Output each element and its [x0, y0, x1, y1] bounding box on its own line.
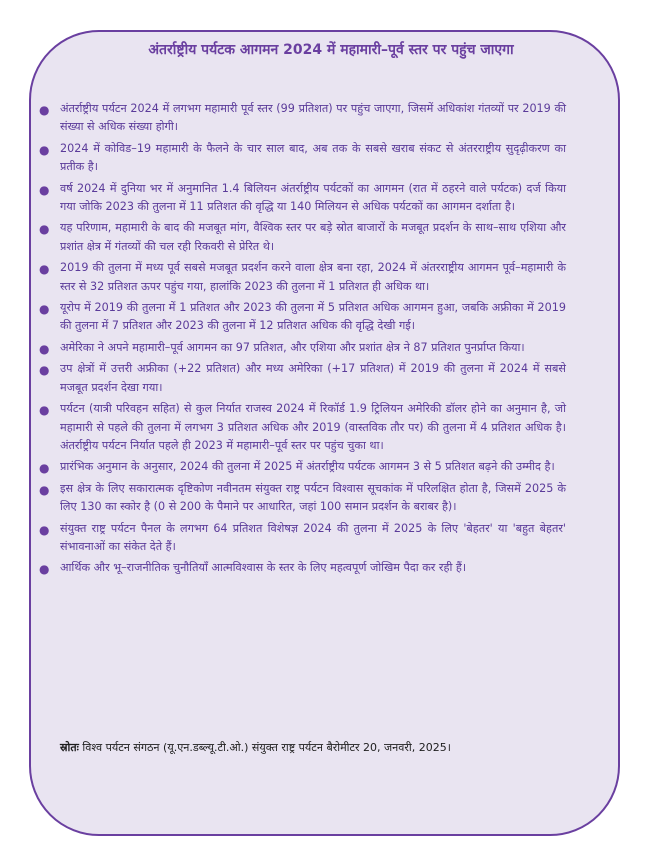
source-label: स्रोतः — [60, 741, 79, 754]
bullet-icon: ● — [39, 522, 50, 537]
bullet-icon: ● — [39, 142, 50, 157]
box-title: अंतर्राष्ट्रीय पर्यटक आगमन 2024 में महामारी–पूर्व स्तर पर पहुंच जाएगा — [148, 42, 514, 58]
bullet-icon: ● — [39, 302, 50, 317]
list-item: ● संयुक्त राष्ट्र पर्यटन पैनल के लगभग 64 प्रतिशत विशेषज्ञ 2024 की तुलना में 2025 के लिए 'बेहतर' या 'बहुत बेहतर' संभावनाओं का संकेत देते हैं। — [39, 521, 566, 553]
list-item: ● यूरोप में 2019 की तुलना में 1 प्रतिशत और 2023 की तुलना में 5 प्रतिशत अधिक आगमन हुआ, जबकि अफ्रीका में 2019 की तुलना में 7 प्रतिशत और 2023 की तुलना में 12 प्रतिशत अधिक की वृद्धि देखी गई। — [39, 301, 566, 333]
source-text: विश्व पर्यटन संगठन (यू.एन.डब्ल्यू.टी.ओ.) संयुक्त राष्ट्र पर्यटन बैरोमीटर 20, जनवरी, 2025। — [78, 741, 451, 754]
bullet-icon: ● — [39, 403, 50, 418]
list-item: ● आर्थिक और भू–राजनीतिक चुनौतियाँ आत्मविश्वास के स्तर के लिए महत्वपूर्ण जोखिम पैदा कर रही हैं। — [60, 559, 566, 577]
list-item: ● पर्यटन (यात्री परिवहन सहित) से कुल निर्यात राजस्व 2024 में रिकॉर्ड 1.9 ट्रिलियन अमेरिकी डॉलर होने का अनुमान है, जो महामारी से पहले की तुलना में लगभग 3 प्रतिशत अधिक और 2019 (वास्तविक तौर पर) की तुलना में 4 प्रतिशत अधिक है। अंतर्राष्ट्रीय पर्यटन निर्यात पहले ही 2023 में महामारी–पूर्व स्तर पर पहुंच चुका था। — [39, 402, 566, 452]
list-item: ● वर्ष 2024 में दुनिया भर में अनुमानित 1.4 बिलियन अंतर्राष्ट्रीय पर्यटकों का आगमन (रात में ठहरने वाले पर्यटक) दर्ज किया गया जोकि 2023 की तुलना में 11 प्रतिशत की वृद्धि या 140 मिलियन से अधिक पर्यटकों का आगमन दर्शाता है। — [39, 181, 566, 214]
bullet-icon: ● — [39, 103, 50, 117]
bullet-icon: ● — [39, 182, 50, 197]
bullet-icon: ● — [39, 262, 50, 277]
source-note — [60, 739, 622, 757]
bullet-list — [39, 100, 566, 581]
bullet-icon: ● — [39, 461, 50, 476]
list-item: ● अमेरिका ने अपने महामारी–पूर्व आगमन का 97 प्रतिशत, और एशिया और प्रशांत क्षेत्र ने 87 प्रतिशत पुनर्प्राप्त किया। — [60, 339, 566, 357]
bullet-icon: ● — [39, 341, 50, 356]
list-item: ● अंतर्राष्ट्रीय पर्यटन 2024 में लगभग महामारी पूर्व स्तर (99 प्रतिशत) पर पहुंच जाएगा, जिसमें अधिकांश गंतव्यों पर 2019 की संख्या से अधिक संख्या होगी। — [39, 102, 566, 134]
bullet-icon: ● — [39, 222, 50, 237]
bullet-icon: ● — [39, 363, 50, 378]
list-item: ● इस क्षेत्र के लिए सकारात्मक दृष्टिकोण नवीनतम संयुक्त राष्ट्र पर्यटन विश्वास सूचकांक में परिलक्षित होता है, जिसमें 2025 के लिए 130 का स्कोर है (0 से 200 के पैमाने पर आधारित, जहां 100 समान प्रदर्शन के बराबर है)। — [39, 481, 566, 514]
list-item: ● 2024 में कोविड–19 महामारी के फैलने के चार साल बाद, अब तक के सबसे खराब संकट से अंतरराष्ट्रीय सुदृढ़ीकरण का प्रतीक है। — [39, 141, 566, 174]
bullet-icon: ● — [39, 562, 50, 577]
list-item: ● 2019 की तुलना में मध्य पूर्व सबसे मजबूत प्रदर्शन करने वाला क्षेत्र बना रहा, 2024 में अंतरराष्ट्रीय आगमन पूर्व–महामारी के स्तर से 32 प्रतिशत ऊपर पहुंच गया, हालांकि 2023 की तुलना में 1 प्रतिशत ही अधिक था। — [39, 261, 566, 293]
list-item: ● उप क्षेत्रों में उत्तरी अफ्रीका (+22 प्रतिशत) और मध्य अमेरिका (+17 प्रतिशत) में 2019 की तुलना में 2024 में सबसे मजबूत प्रदर्शन देखा गया। — [39, 362, 566, 394]
list-item: ● प्रारंभिक अनुमान के अनुसार, 2024 की तुलना में 2025 में अंतर्राष्ट्रीय पर्यटक आगमन 3 से 5 प्रतिशत बढ़ने की उम्मीद है। — [60, 458, 566, 476]
bullet-icon: ● — [39, 482, 50, 497]
list-item: ● यह परिणाम, महामारी के बाद की मजबूत मांग, वैश्विक स्तर पर बड़े स्रोत बाजारों के मजबूत प्रदर्शन के साथ–साथ एशिया और प्रशांत क्षेत्र में गंतव्यों की चल रही रिकवरी से प्रेरित थे। — [39, 221, 566, 253]
